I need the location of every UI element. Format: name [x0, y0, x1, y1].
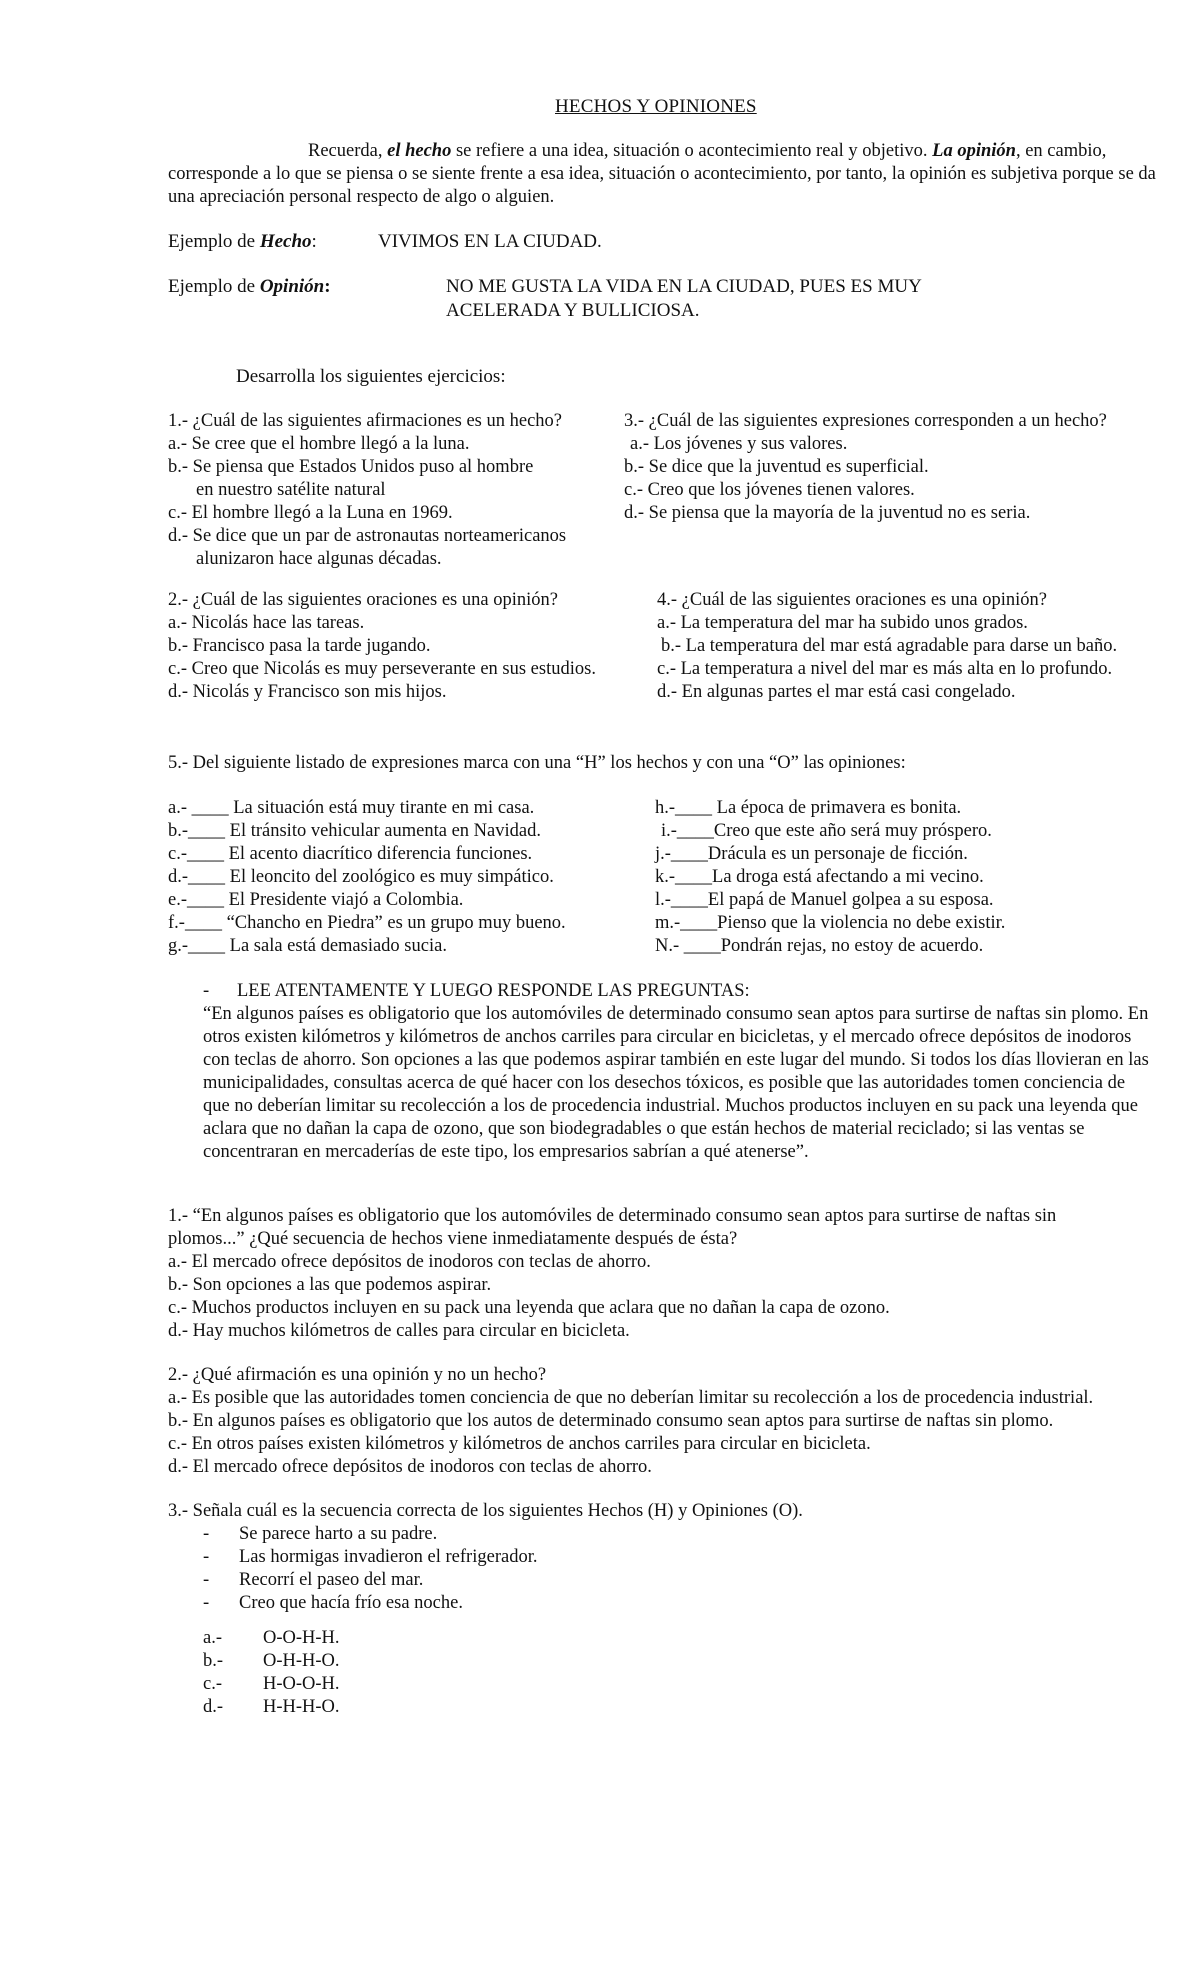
- reading-question-1-options: [168, 1251, 890, 1343]
- intro-text-1: Recuerda,: [308, 141, 388, 161]
- opinion-example-text-2: ACELERADA Y BULLICIOSA.: [446, 300, 700, 321]
- question-2-option-a: a.- Nicolás hace las tareas.: [168, 613, 365, 633]
- option-key: a.-: [203, 1628, 222, 1648]
- fact-label-em: Hecho: [259, 231, 312, 252]
- reading-question-3-prompt: 3.- Señala cuál es la secuencia correcta de los siguientes Hechos (H) y Opiniones (O).: [168, 1501, 803, 1521]
- question-5-right-list: [655, 797, 1005, 958]
- question-1-option-a: a.- Se cree que el hombre llegó a la luna.: [168, 434, 470, 454]
- question-5-item-k: k.-____La droga está afectando a mi vecino.: [655, 867, 984, 887]
- reading-question-2-option-a: a.- Es posible que las autoridades tomen conciencia de que no deberían limitar su recolección a los de procedencia industrial.: [168, 1388, 1094, 1408]
- option-key: c.-: [203, 1674, 222, 1694]
- reading-question-1-option-b: b.- Son opciones a las que podemos aspirar.: [168, 1275, 492, 1295]
- question-2-option-d: d.- Nicolás y Francisco son mis hijos.: [168, 682, 447, 702]
- op-label-pre: Ejemplo de: [168, 276, 260, 297]
- question-5-item-c: c.-____ El acento diacrítico diferencia funciones.: [168, 844, 533, 864]
- question-4-option-a: a.- La temperatura del mar ha subido unos grados.: [657, 613, 1028, 633]
- item-text: Se parece harto a su padre.: [239, 1524, 438, 1544]
- item-dash: -: [203, 1570, 210, 1590]
- reading-question-1-option-c: c.- Muchos productos incluyen en su pack una leyenda que aclara que no dañan la capa de ozono.: [168, 1298, 890, 1318]
- reading-question-3-option-c: [203, 1673, 340, 1696]
- reading-question-3-options: [203, 1627, 340, 1719]
- instructions: Desarrolla los siguientes ejercicios:: [236, 366, 506, 387]
- option-key: b.-: [203, 1651, 224, 1671]
- question-3-option-b: b.- Se dice que la juventud es superficial.: [624, 457, 929, 477]
- question-1: [168, 410, 566, 571]
- op-label-em: Opinión: [259, 276, 325, 297]
- reading-question-1-option-d: d.- Hay muchos kilómetros de calles para circular en bicicleta.: [168, 1321, 630, 1341]
- reading-question-3-option-a: [203, 1627, 340, 1650]
- question-5-left-list: [168, 797, 566, 958]
- page-title: HECHOS Y OPINIONES: [555, 96, 757, 117]
- reading-question-3-items: [203, 1523, 537, 1615]
- fact-label-post: :: [311, 231, 317, 252]
- reading-question-3-option-d: [203, 1696, 340, 1719]
- question-5-item-b: b.-____ El tránsito vehicular aumenta en Navidad.: [168, 821, 541, 841]
- question-3: [624, 410, 1107, 525]
- option-value: O-O-H-H.: [263, 1628, 340, 1648]
- reading-question-1-prompt: 1.- “En algunos países es obligatorio que los automóviles de determinado consumo sean aptos para surtirse de naftas sin plomos...” ¿Qué secuencia de hechos viene inmediatamente después de ésta?: [168, 1206, 1057, 1249]
- reading-question-3-item: [203, 1569, 537, 1592]
- question-5-prompt: 5.- Del siguiente listado de expresiones marca con una “H” los hechos y con una “O” las opiniones:: [168, 753, 906, 773]
- question-5-item-i: i.-____Creo que este año será muy próspero.: [661, 821, 992, 841]
- question-4-prompt: 4.- ¿Cuál de las siguientes oraciones es una opinión?: [657, 590, 1047, 610]
- question-5-item-l: l.-____El papá de Manuel golpea a su esposa.: [655, 890, 994, 910]
- reading-question-2-option-d: d.- El mercado ofrece depósitos de inodoros con teclas de ahorro.: [168, 1457, 652, 1477]
- question-1-prompt: 1.- ¿Cuál de las siguientes afirmaciones es un hecho?: [168, 411, 563, 431]
- question-1-option-d: d.- Se dice que un par de astronautas norteamericanos: [168, 526, 567, 546]
- question-3-option-a: a.- Los jóvenes y sus valores.: [630, 434, 848, 454]
- question-4: [657, 589, 1117, 704]
- op-label-post: :: [324, 276, 331, 297]
- reading-bullet: -: [203, 981, 210, 1001]
- reading-question-2-prompt: 2.- ¿Qué afirmación es una opinión y no un hecho?: [168, 1365, 547, 1385]
- intro-text-3: , en cambio, corresponde a lo que se piensa o se siente frente a esa idea, situación o acontecimiento, por tanto, la opinión es subjetiva porque se da una apreciación personal respecto de algo o alguien.: [168, 141, 1156, 207]
- option-value: O-H-H-O.: [263, 1651, 340, 1671]
- question-5-item-m: m.-____Pienso que la violencia no debe existir.: [655, 913, 1006, 933]
- reading-heading: LEE ATENTAMENTE Y LUEGO RESPONDE LAS PREGUNTAS:: [237, 981, 750, 1001]
- intro-paragraph: [168, 140, 1158, 209]
- intro-emphasis-opinion: La opinión: [932, 141, 1016, 161]
- question-5-item-f: f.-____ “Chancho en Piedra” es un grupo muy bueno.: [168, 913, 566, 933]
- question-2-option-c: c.- Creo que Nicolás es muy perseverante en sus estudios.: [168, 659, 596, 679]
- question-4-option-b: b.- La temperatura del mar está agradable para darse un baño.: [661, 636, 1118, 656]
- reading-question-2-option-c: c.- En otros países existen kilómetros y kilómetros de anchos carriles para circular en bicicleta.: [168, 1434, 871, 1454]
- question-1-option-b: b.- Se piensa que Estados Unidos puso al hombre: [168, 457, 534, 477]
- reading-question-1-option-a: a.- El mercado ofrece depósitos de inodoros con teclas de ahorro.: [168, 1252, 651, 1272]
- question-2-option-b: b.- Francisco pasa la tarde jugando.: [168, 636, 431, 656]
- opinion-example-text-1: NO ME GUSTA LA VIDA EN LA CIUDAD, PUES ES MUY: [446, 276, 922, 297]
- question-5-item-a: a.- ____ La situación está muy tirante en mi casa.: [168, 798, 535, 818]
- fact-example-text: VIVIMOS EN LA CIUDAD.: [378, 231, 602, 252]
- item-text: Recorrí el paseo del mar.: [239, 1570, 424, 1590]
- question-3-option-c: c.- Creo que los jóvenes tienen valores.: [624, 480, 915, 500]
- fact-label-pre: Ejemplo de: [168, 231, 260, 252]
- item-dash: -: [203, 1593, 210, 1613]
- item-text: Las hormigas invadieron el refrigerador.: [239, 1547, 538, 1567]
- question-1-option-b-cont: en nuestro satélite natural: [196, 480, 386, 500]
- question-2-prompt: 2.- ¿Cuál de las siguientes oraciones es una opinión?: [168, 590, 558, 610]
- question-4-option-c: c.- La temperatura a nivel del mar es más alta en lo profundo.: [657, 659, 1113, 679]
- option-value: H-O-O-H.: [263, 1674, 340, 1694]
- question-1-option-d-cont: alunizaron hace algunas décadas.: [196, 549, 442, 569]
- option-value: H-H-H-O.: [263, 1697, 340, 1717]
- item-dash: -: [203, 1524, 210, 1544]
- question-5-item-e: e.-____ El Presidente viajó a Colombia.: [168, 890, 464, 910]
- fact-example-label: [168, 229, 317, 254]
- option-key: d.-: [203, 1697, 224, 1717]
- question-3-prompt: 3.- ¿Cuál de las siguientes expresiones corresponden a un hecho?: [624, 411, 1107, 431]
- question-5-item-g: g.-____ La sala está demasiado sucia.: [168, 936, 447, 956]
- question-5-item-d: d.-____ El leoncito del zoológico es muy simpático.: [168, 867, 554, 887]
- reading-passage: “En algunos países es obligatorio que los automóviles de determinado consumo sean aptos para surtirse de naftas sin plomo. En otros existen kilómetros y kilómetros de anchos carriles para circular en bicicletas, y el mercado ofrece depósitos de inodoros con teclas de ahorro. Son opciones a las que podemos aspirar también en este lugar del mundo. Si todos los días llovieran en las municipalidades, consultas acerca de qué hacer con los desechos tóxicos, es posible que las autoridades tomen conciencia de que no deberían limitar su recolección a los de procedencia industrial. Muchos productos incluyen en su pack una leyenda que aclara que no dañan la capa de ozono, que son biodegradables o que están hechos de material reciclado; si las ventas se concentraran en mercaderías de este tipo, los empresarios sabrían a qué atenerse”.: [203, 1004, 1149, 1162]
- reading-question-3-item: [203, 1546, 537, 1569]
- reading-question-3-item: [203, 1523, 537, 1546]
- intro-text-2: se refiere a una idea, situación o acontecimiento real y objetivo.: [451, 141, 933, 161]
- item-dash: -: [203, 1547, 210, 1567]
- question-4-option-d: d.- En algunas partes el mar está casi congelado.: [657, 682, 1016, 702]
- question-3-option-d: d.- Se piensa que la mayoría de la juventud no es seria.: [624, 503, 1031, 523]
- reading-question-3-option-b: [203, 1650, 340, 1673]
- question-1-option-c: c.- El hombre llegó a la Luna en 1969.: [168, 503, 453, 523]
- question-5-item-h: h.-____ La época de primavera es bonita.: [655, 798, 962, 818]
- question-2: [168, 589, 596, 704]
- item-text: Creo que hacía frío esa noche.: [239, 1593, 463, 1613]
- intro-emphasis-hecho: el hecho: [387, 141, 452, 161]
- question-5-item-n: N.- ____Pondrán rejas, no estoy de acuerdo.: [655, 936, 984, 956]
- reading-question-3-item: [203, 1592, 537, 1615]
- reading-question-2: [168, 1364, 1093, 1479]
- reading-question-2-option-b: b.- En algunos países es obligatorio que los autos de determinado consumo sean aptos para surtirse de naftas sin plomo.: [168, 1411, 1054, 1431]
- opinion-example-label: [168, 274, 331, 299]
- question-5-item-j: j.-____Drácula es un personaje de ficción.: [655, 844, 968, 864]
